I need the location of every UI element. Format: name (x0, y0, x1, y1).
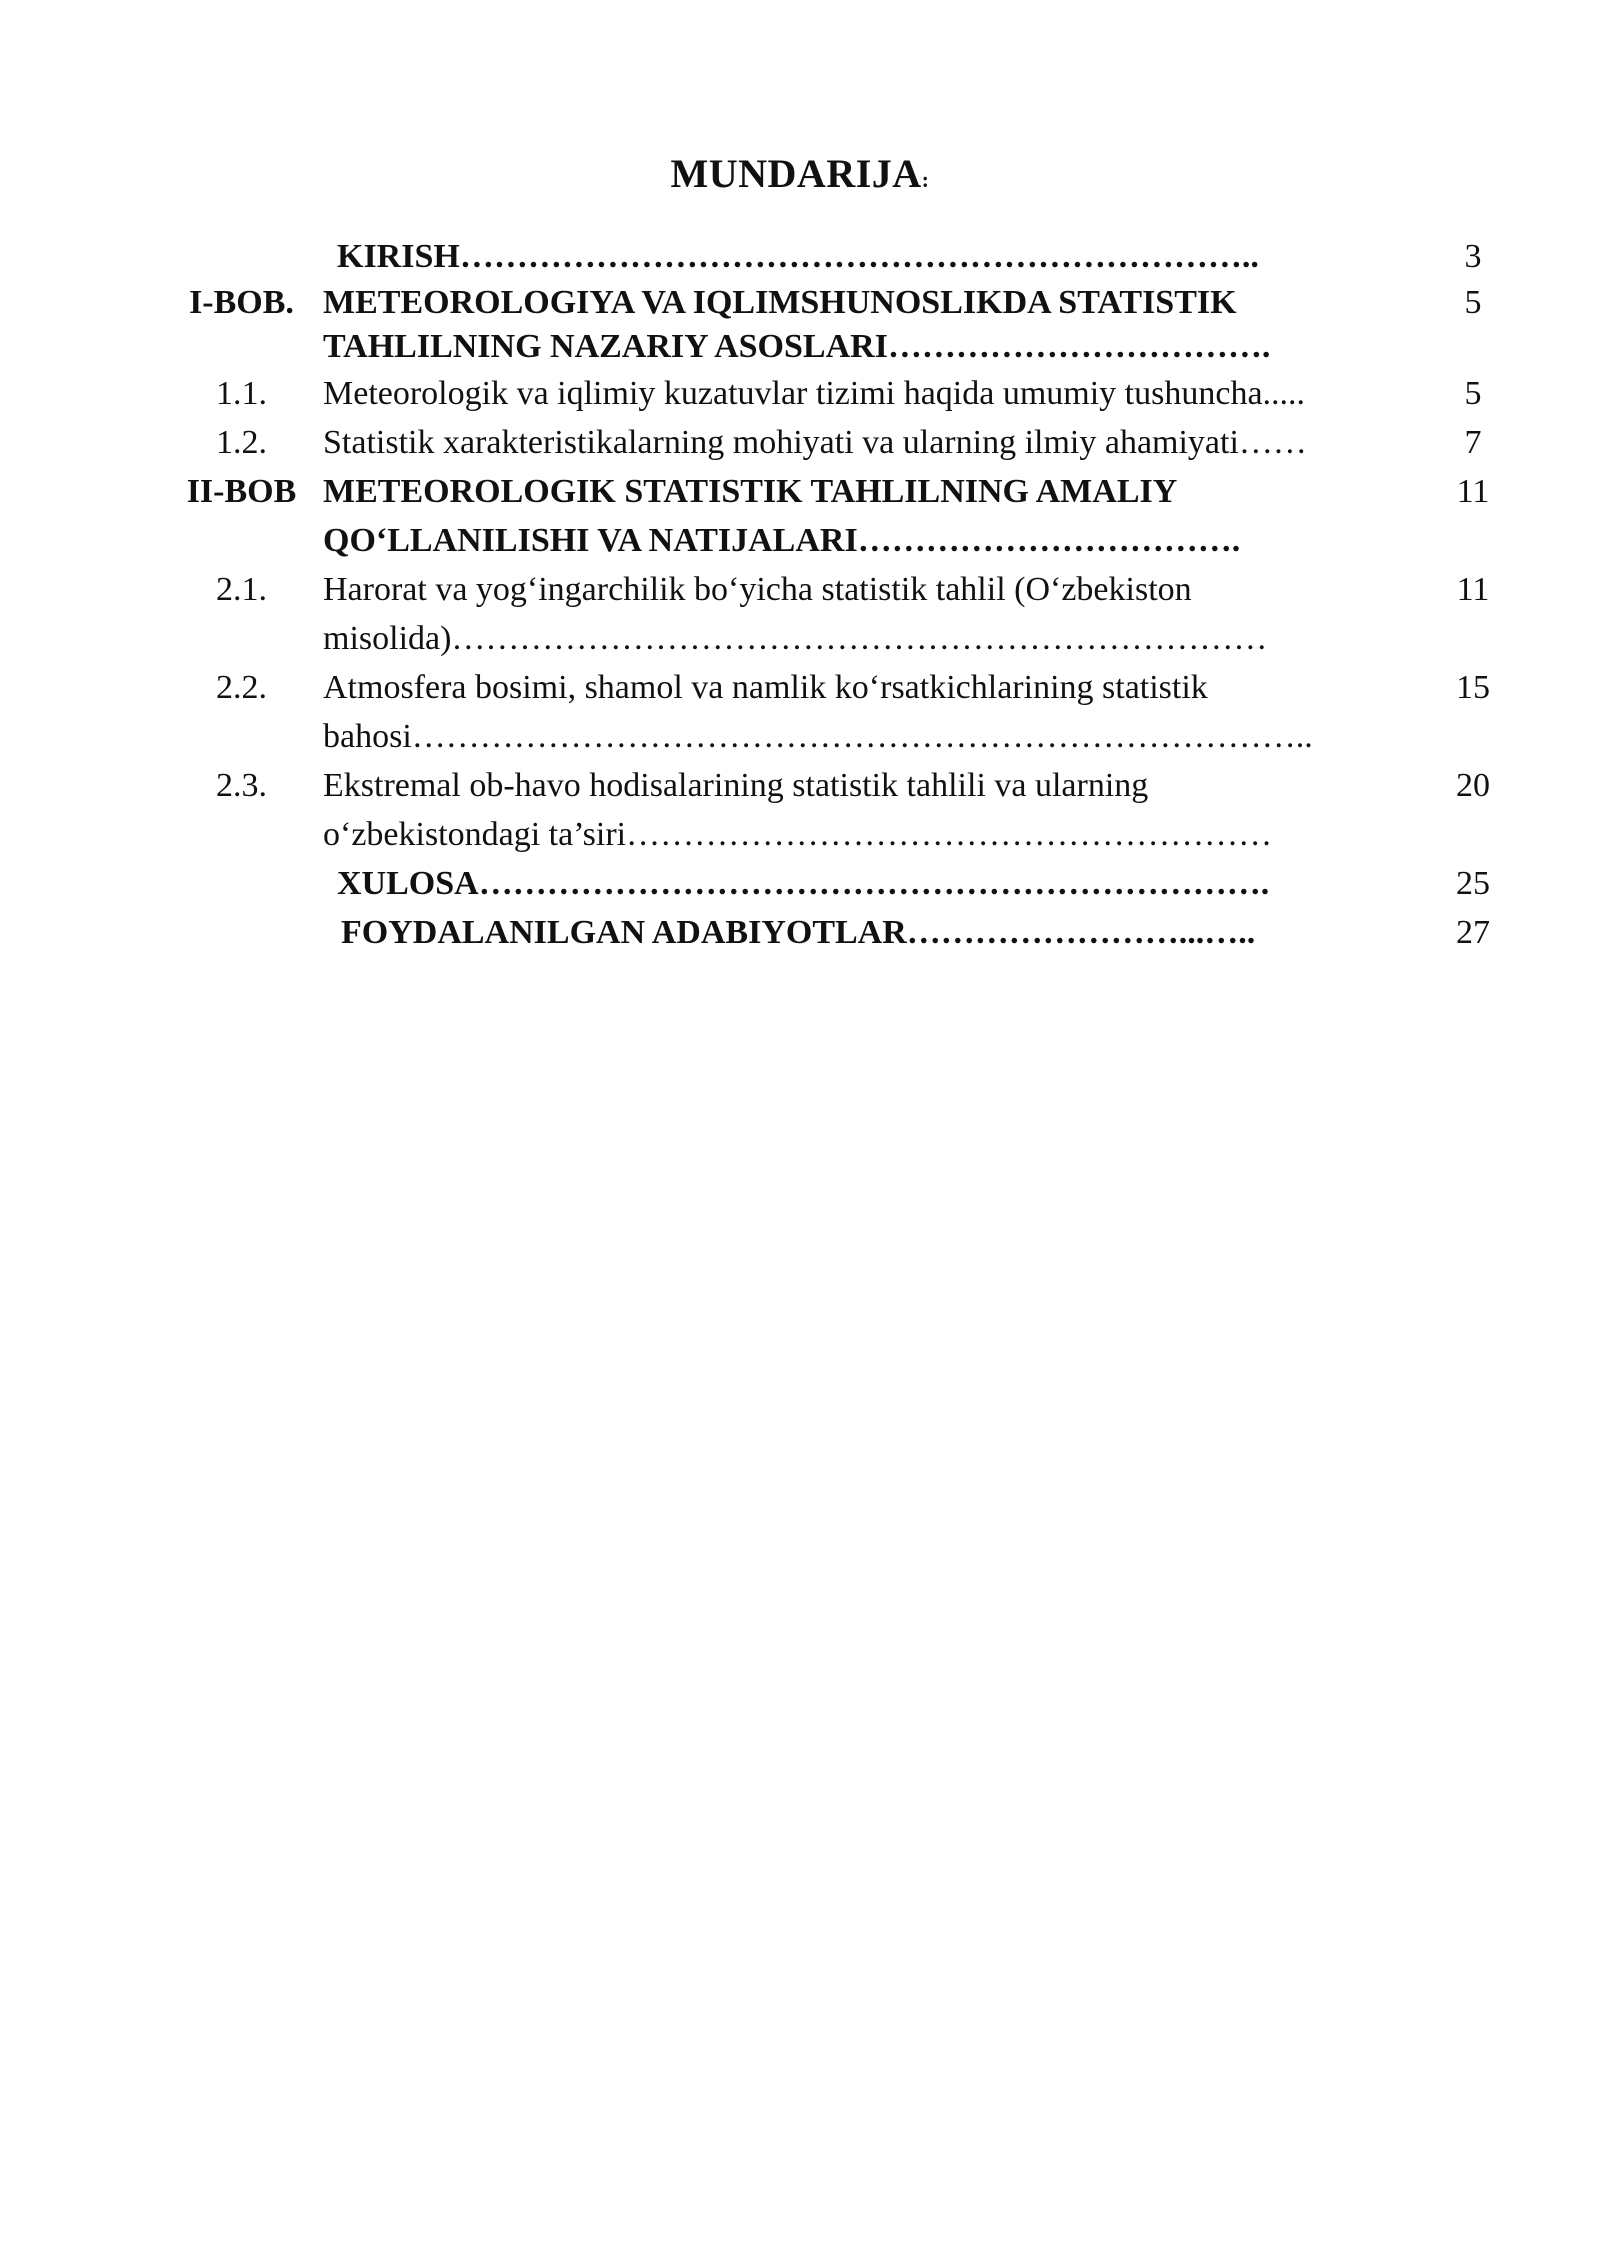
toc-entry-2-2 (160, 663, 1514, 761)
toc-title-line: o‘zbekistondagi ta’siri………………………………………………… (323, 816, 1273, 853)
toc-title (323, 467, 1432, 565)
toc-title-line: Meteorologik va iqlimiy kuzatuvlar tizimi haqida umumiy tushuncha..... (323, 375, 1306, 412)
toc-entry-1-2 (160, 418, 1514, 467)
toc-number: 2.1. (216, 571, 267, 608)
toc-title-line: XULOSA……………………………………………………………. (337, 865, 1270, 902)
toc-title (323, 761, 1432, 859)
toc-number: 1.1. (216, 375, 267, 412)
table-of-contents (160, 232, 1514, 957)
toc-title-line: bahosi…………………………………………………………………….. (323, 718, 1313, 755)
toc-entry-adabiyotlar (160, 908, 1514, 957)
toc-title-line: QO‘LLANILISHI VA NATIJALARI……………………………. (323, 522, 1241, 559)
toc-title (323, 663, 1432, 761)
toc-number: 2.2. (216, 669, 267, 706)
toc-title-line: TAHLILNING NAZARIY ASOSLARI……………………………. (323, 328, 1271, 365)
toc-page-number: 11 (1456, 473, 1490, 510)
toc-title-line: METEOROLOGIYA VA IQLIMSHUNOSLIKDA STATISTIK (323, 284, 1237, 321)
toc-title (323, 232, 1432, 281)
toc-title-line: misolida)……………………………………………………………… (323, 620, 1268, 657)
toc-number (160, 908, 323, 957)
toc-page-number: 3 (1464, 238, 1482, 275)
toc-page-number: 7 (1464, 424, 1482, 461)
toc-number: II-BOB (186, 473, 297, 510)
toc-title (323, 369, 1432, 418)
toc-title-line: METEOROLOGIK STATISTIK TAHLILNING AMALIY (323, 473, 1178, 510)
page-title (0, 150, 1600, 197)
toc-entry-2-1 (160, 565, 1514, 663)
toc-number: 2.3. (216, 767, 267, 804)
toc-page-number: 27 (1456, 914, 1490, 951)
toc-number: I-BOB. (189, 284, 294, 321)
toc-number: 1.2. (216, 424, 267, 461)
toc-number (160, 859, 323, 908)
toc-title-line: FOYDALANILGAN ADABIYOTLAR……………………...….. (341, 914, 1256, 951)
toc-title (323, 859, 1432, 908)
toc-title-line: KIRISH…………………………………………………………….. (337, 238, 1259, 275)
toc-number (160, 232, 323, 281)
toc-page-number: 5 (1464, 284, 1482, 321)
toc-entry-chapter-2 (160, 467, 1514, 565)
toc-title (323, 908, 1432, 957)
toc-page-number: 25 (1456, 865, 1490, 902)
title-text: MUNDARIJA (670, 151, 922, 196)
toc-entry-xulosa (160, 859, 1514, 908)
toc-entry-2-3 (160, 761, 1514, 859)
toc-page-number: 11 (1456, 571, 1490, 608)
toc-title-line: Atmosfera bosimi, shamol va namlik ko‘rsatkichlarining statistik (323, 669, 1208, 706)
toc-title-line: Harorat va yog‘ingarchilik bo‘yicha statistik tahlil (O‘zbekiston (323, 571, 1192, 608)
toc-entry-kirish (160, 232, 1514, 281)
toc-page-number: 5 (1464, 375, 1482, 412)
toc-title (323, 281, 1432, 369)
toc-title-line: Ekstremal ob-havo hodisalarining statistik tahlili va ularning (323, 767, 1149, 804)
toc-page-number: 15 (1456, 669, 1490, 706)
title-colon: : (921, 167, 930, 192)
toc-page-number: 20 (1456, 767, 1490, 804)
toc-entry-1-1 (160, 369, 1514, 418)
toc-title (323, 418, 1432, 467)
toc-title-line: Statistik xarakteristikalarning mohiyati va ularning ilmiy ahamiyati…… (323, 424, 1307, 461)
toc-entry-chapter-1 (160, 281, 1514, 369)
toc-title (323, 565, 1432, 663)
